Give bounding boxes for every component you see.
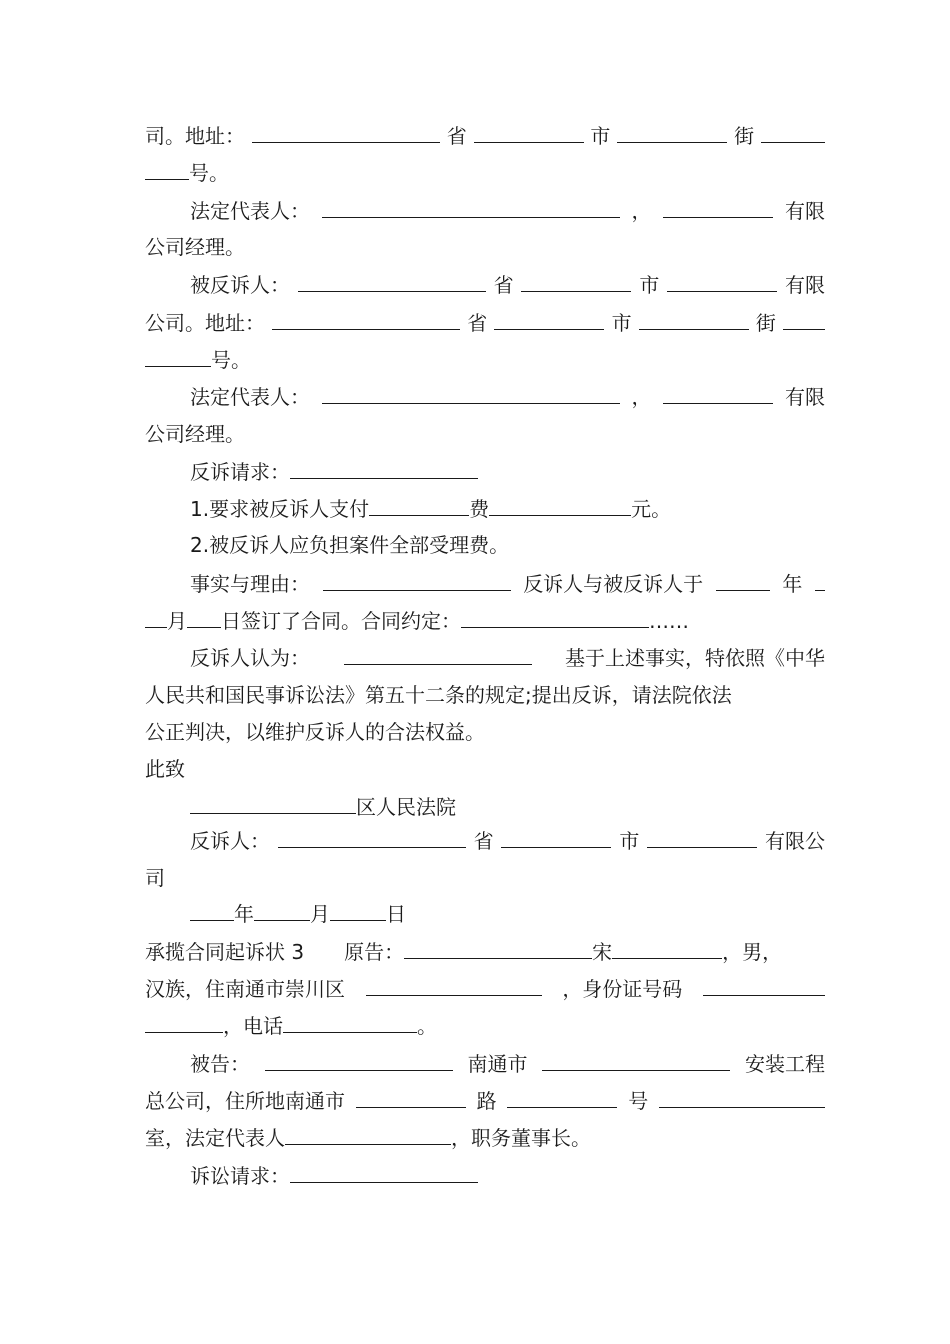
blank-field[interactable] bbox=[639, 309, 749, 330]
blank-field[interactable] bbox=[187, 607, 221, 628]
blank-field[interactable] bbox=[703, 975, 825, 996]
claim-item-1 bbox=[190, 495, 825, 521]
blank-field[interactable] bbox=[501, 827, 611, 848]
text: 元。 bbox=[631, 497, 672, 521]
address-line bbox=[145, 309, 825, 335]
text: ， bbox=[631, 199, 652, 223]
text: 省 bbox=[473, 829, 494, 853]
text: 法定代表人： bbox=[190, 385, 310, 409]
text: 市 bbox=[619, 829, 640, 853]
text: 承揽合同起诉状 3 bbox=[145, 940, 305, 964]
claim-item-2 bbox=[190, 532, 825, 558]
counterclaimant-line bbox=[190, 827, 825, 853]
blank-field[interactable] bbox=[330, 900, 386, 921]
text: 有限 bbox=[785, 199, 825, 223]
text-line bbox=[145, 421, 825, 447]
text-line bbox=[145, 682, 825, 708]
text: 法定代表人： bbox=[190, 199, 310, 223]
text: 反诉人与被反诉人于 bbox=[523, 572, 704, 596]
text: 反诉人： bbox=[190, 829, 270, 853]
representative-line bbox=[190, 197, 825, 223]
text: 费 bbox=[469, 497, 490, 521]
blank-field[interactable] bbox=[815, 570, 825, 591]
text: 有限 bbox=[785, 385, 825, 409]
address-line bbox=[145, 122, 825, 148]
blank-field[interactable] bbox=[278, 827, 466, 848]
blank-field[interactable] bbox=[322, 197, 620, 218]
blank-field[interactable] bbox=[283, 1012, 417, 1033]
date-line bbox=[190, 900, 825, 926]
text: 路 bbox=[476, 1089, 497, 1113]
defendant-line bbox=[145, 1087, 825, 1113]
text: 省 bbox=[467, 311, 488, 335]
blank-field[interactable] bbox=[190, 793, 356, 814]
blank-field[interactable] bbox=[145, 346, 211, 367]
text: 年 bbox=[234, 902, 254, 926]
text: ，身份证号码 bbox=[562, 977, 683, 1001]
text: 区人民法院 bbox=[356, 795, 456, 819]
text-line bbox=[145, 234, 825, 260]
text: 。 bbox=[417, 1014, 437, 1038]
respondent-line bbox=[190, 271, 825, 297]
text: 公司。地址： bbox=[145, 311, 265, 335]
text: 省 bbox=[493, 273, 514, 297]
blank-field[interactable] bbox=[647, 827, 757, 848]
blank-field[interactable] bbox=[663, 197, 773, 218]
text: 此致 bbox=[145, 757, 185, 781]
blank-field[interactable] bbox=[298, 271, 486, 292]
blank-field[interactable] bbox=[667, 271, 777, 292]
blank-field[interactable] bbox=[322, 383, 620, 404]
blank-field[interactable] bbox=[494, 309, 604, 330]
text: 月 bbox=[167, 609, 187, 633]
blank-field[interactable] bbox=[489, 495, 631, 516]
facts-line bbox=[145, 607, 825, 633]
text: 有限 bbox=[784, 273, 825, 297]
facts-line bbox=[190, 570, 825, 596]
text: 反诉请求： bbox=[190, 460, 290, 484]
defendant-line bbox=[145, 1124, 825, 1150]
blank-field[interactable] bbox=[344, 644, 532, 665]
blank-field[interactable] bbox=[356, 1087, 466, 1108]
text: 1.要求被反诉人支付 bbox=[190, 497, 370, 521]
blank-field[interactable] bbox=[783, 309, 825, 330]
blank-field[interactable] bbox=[542, 1050, 730, 1071]
plaintiff-line bbox=[145, 1012, 825, 1038]
text-line bbox=[145, 719, 825, 745]
text: ， bbox=[631, 385, 652, 409]
text: ，职务董事长。 bbox=[451, 1126, 591, 1150]
blank-field[interactable] bbox=[521, 271, 631, 292]
text: ，男， bbox=[722, 940, 783, 964]
representative-line bbox=[190, 383, 825, 409]
text: 公司经理。 bbox=[145, 422, 245, 446]
text: 反诉人认为： bbox=[190, 646, 310, 670]
text: 基于上述事实，特依照《中华 bbox=[565, 646, 825, 670]
text: 2.被反诉人应负担案件全部受理费。 bbox=[190, 533, 510, 557]
blank-field[interactable] bbox=[716, 570, 770, 591]
court-line bbox=[190, 793, 825, 819]
counterclaim-heading bbox=[190, 458, 825, 484]
text: 被告： bbox=[190, 1052, 250, 1076]
blank-field[interactable] bbox=[617, 122, 727, 143]
text-line bbox=[145, 865, 825, 891]
blank-field[interactable] bbox=[663, 383, 773, 404]
plaintiff-line bbox=[145, 975, 825, 1001]
text: 人民共和国民事诉讼法》第五十二条的规定;提出反诉，请法院依法 bbox=[145, 683, 732, 707]
text: 诉讼请求： bbox=[190, 1164, 290, 1188]
text: 安装工程 bbox=[745, 1052, 825, 1076]
text: 司 bbox=[145, 866, 165, 890]
blank-field[interactable] bbox=[254, 900, 310, 921]
text: ，电话 bbox=[223, 1014, 283, 1038]
text: 被反诉人： bbox=[190, 273, 290, 297]
blank-field[interactable] bbox=[369, 495, 469, 516]
text: 室，法定代表人 bbox=[145, 1126, 285, 1150]
text: 年 bbox=[782, 572, 803, 596]
address-line bbox=[145, 346, 825, 372]
text: 汉族，住南通市崇川区 bbox=[145, 977, 345, 1001]
blank-field[interactable] bbox=[612, 938, 722, 959]
text: 市 bbox=[590, 124, 611, 148]
blank-field[interactable] bbox=[252, 122, 440, 143]
plaintiff-line bbox=[145, 938, 835, 964]
litigation-request-heading bbox=[190, 1162, 825, 1188]
text: 省 bbox=[446, 124, 467, 148]
blank-field[interactable] bbox=[507, 1087, 617, 1108]
text: 日签订了合同。合同约定： bbox=[221, 609, 461, 633]
blank-field[interactable] bbox=[659, 1087, 825, 1108]
blank-field[interactable] bbox=[761, 122, 825, 143]
text: 月 bbox=[310, 902, 330, 926]
text: 总公司，住所地南通市 bbox=[145, 1089, 345, 1113]
blank-field[interactable] bbox=[290, 458, 478, 479]
blank-field[interactable] bbox=[285, 1124, 451, 1145]
text: 南通市 bbox=[467, 1052, 528, 1076]
text: 号 bbox=[628, 1089, 649, 1113]
blank-field[interactable] bbox=[461, 607, 649, 628]
address-line bbox=[145, 159, 825, 185]
blank-field[interactable] bbox=[323, 570, 511, 591]
text: 街 bbox=[755, 311, 776, 335]
blank-field[interactable] bbox=[265, 1050, 453, 1071]
text: 号。 bbox=[189, 161, 229, 185]
blank-field[interactable] bbox=[190, 900, 234, 921]
text: 市 bbox=[639, 273, 660, 297]
blank-field[interactable] bbox=[272, 309, 460, 330]
blank-field[interactable] bbox=[474, 122, 584, 143]
blank-field[interactable] bbox=[145, 607, 167, 628]
blank-field[interactable] bbox=[366, 975, 542, 996]
text: …… bbox=[649, 609, 689, 633]
text: 原告： bbox=[344, 940, 405, 964]
text: 街 bbox=[734, 124, 755, 148]
defendant-line bbox=[190, 1050, 825, 1076]
text: 号。 bbox=[211, 348, 251, 372]
blank-field[interactable] bbox=[145, 159, 189, 180]
blank-field[interactable] bbox=[290, 1162, 478, 1183]
text: 市 bbox=[611, 311, 632, 335]
text: 公正判决，以维护反诉人的合法权益。 bbox=[145, 720, 485, 744]
text: 日 bbox=[386, 902, 406, 926]
blank-field[interactable] bbox=[145, 1012, 223, 1033]
text: 有限公 bbox=[764, 829, 825, 853]
blank-field[interactable] bbox=[404, 938, 592, 959]
text: 宋 bbox=[592, 940, 613, 964]
text: 公司经理。 bbox=[145, 235, 245, 259]
text: 司。地址： bbox=[145, 124, 245, 148]
opinion-line bbox=[190, 644, 825, 670]
text: 事实与理由： bbox=[190, 572, 310, 596]
salutation bbox=[145, 756, 825, 782]
